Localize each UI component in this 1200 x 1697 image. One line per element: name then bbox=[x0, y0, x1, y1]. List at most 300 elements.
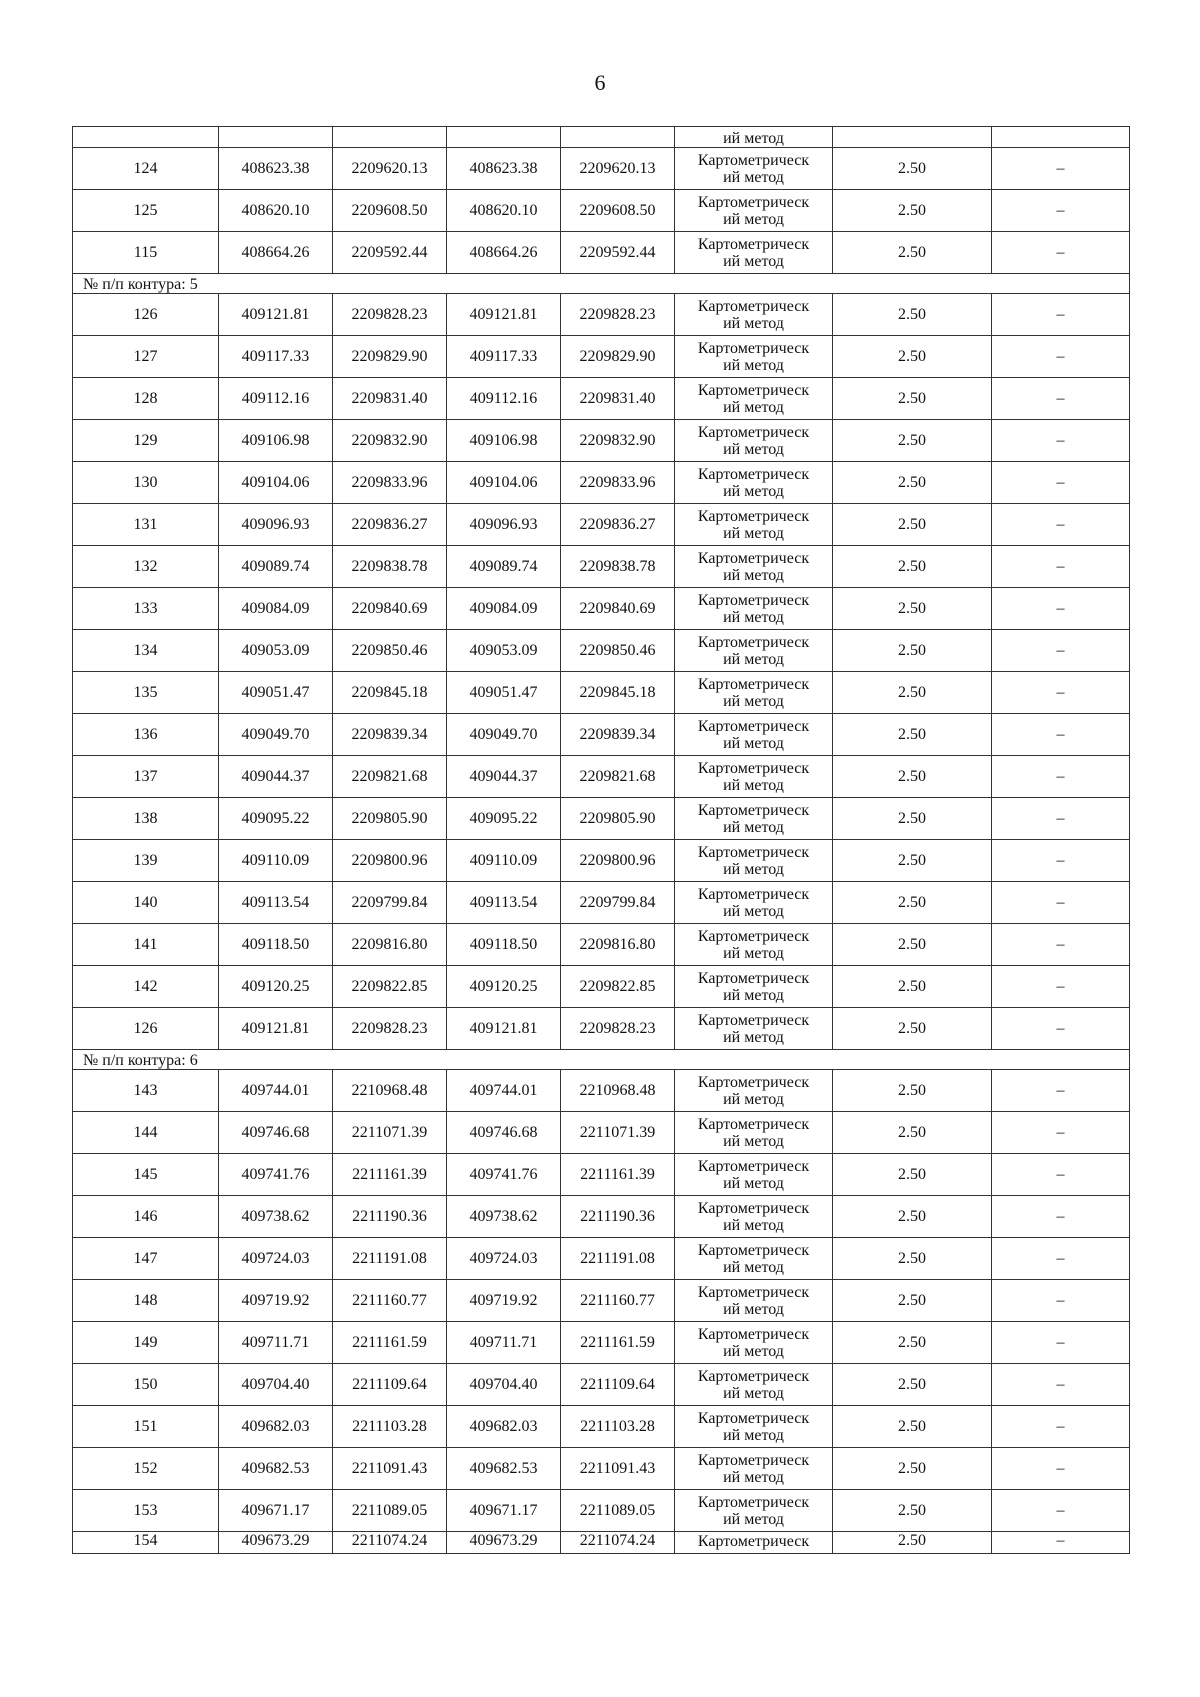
x-new: 409051.47 bbox=[447, 672, 561, 714]
table-row bbox=[73, 1322, 1130, 1364]
method-cell: Картометрическ ий метод bbox=[675, 630, 833, 672]
table-row bbox=[73, 1238, 1130, 1280]
method-cell: Картометрическ ий метод bbox=[675, 546, 833, 588]
table-row bbox=[73, 630, 1130, 672]
point-number: 144 bbox=[73, 1112, 219, 1154]
dash-cell: – bbox=[992, 840, 1130, 882]
table-row bbox=[73, 336, 1130, 378]
dash-cell: – bbox=[992, 672, 1130, 714]
dash-cell: – bbox=[992, 1364, 1130, 1406]
point-number: 141 bbox=[73, 924, 219, 966]
dash-cell: – bbox=[992, 756, 1130, 798]
method-cell bbox=[675, 127, 833, 148]
x-new: 408620.10 bbox=[447, 190, 561, 232]
y-new: 2209838.78 bbox=[561, 546, 675, 588]
method-cell: Картометрическ ий метод bbox=[675, 1070, 833, 1112]
y-new: 2211190.36 bbox=[561, 1196, 675, 1238]
method-cell: Картометрическ ий метод bbox=[675, 882, 833, 924]
x-existing: 409095.22 bbox=[219, 798, 333, 840]
y-new: 2209805.90 bbox=[561, 798, 675, 840]
table-row bbox=[73, 756, 1130, 798]
x-new: 409741.76 bbox=[447, 1154, 561, 1196]
point-number: 145 bbox=[73, 1154, 219, 1196]
x-existing: 408623.38 bbox=[219, 148, 333, 190]
point-number: 146 bbox=[73, 1196, 219, 1238]
method-text: ий метод bbox=[723, 130, 784, 147]
y-existing: 2211091.43 bbox=[333, 1448, 447, 1490]
table-row bbox=[73, 420, 1130, 462]
y-new: 2209620.13 bbox=[561, 148, 675, 190]
x-existing: 409113.54 bbox=[219, 882, 333, 924]
x-new: 409724.03 bbox=[447, 1238, 561, 1280]
accuracy: 2.50 bbox=[833, 672, 992, 714]
y-new: 2209850.46 bbox=[561, 630, 675, 672]
y-existing: 2209800.96 bbox=[333, 840, 447, 882]
dash-cell: – bbox=[992, 1448, 1130, 1490]
x-new: 409120.25 bbox=[447, 966, 561, 1008]
accuracy: 2.50 bbox=[833, 966, 992, 1008]
method-cell: Картометрическ ий метод bbox=[675, 420, 833, 462]
x-existing: 409117.33 bbox=[219, 336, 333, 378]
y-existing: 2209816.80 bbox=[333, 924, 447, 966]
accuracy: 2.50 bbox=[833, 148, 992, 190]
y-new: 2209800.96 bbox=[561, 840, 675, 882]
x-new: 409121.81 bbox=[447, 1008, 561, 1050]
x-new: 409095.22 bbox=[447, 798, 561, 840]
table-row bbox=[73, 1070, 1130, 1112]
accuracy: 2.50 bbox=[833, 232, 992, 274]
accuracy: 2.50 bbox=[833, 1154, 992, 1196]
accuracy: 2.50 bbox=[833, 714, 992, 756]
dash-cell: – bbox=[992, 504, 1130, 546]
x-existing: 409089.74 bbox=[219, 546, 333, 588]
y-new: 2209592.44 bbox=[561, 232, 675, 274]
table-row bbox=[73, 504, 1130, 546]
y-existing: 2211160.77 bbox=[333, 1280, 447, 1322]
y-new: 2210968.48 bbox=[561, 1070, 675, 1112]
y-existing: 2211190.36 bbox=[333, 1196, 447, 1238]
y-existing: 2211089.05 bbox=[333, 1490, 447, 1532]
point-number: 126 bbox=[73, 294, 219, 336]
method-cell: Картометрическ ий метод bbox=[675, 1448, 833, 1490]
method-cell: Картометрическ ий метод bbox=[675, 966, 833, 1008]
x-existing: 409744.01 bbox=[219, 1070, 333, 1112]
table-row bbox=[73, 714, 1130, 756]
y-existing: 2211161.39 bbox=[333, 1154, 447, 1196]
table-row bbox=[73, 1196, 1130, 1238]
accuracy: 2.50 bbox=[833, 420, 992, 462]
contour-header-row bbox=[73, 1050, 1130, 1070]
method-cell: Картометрическ ий метод bbox=[675, 148, 833, 190]
accuracy: 2.50 bbox=[833, 190, 992, 232]
y-new: 2209840.69 bbox=[561, 588, 675, 630]
point-number: 127 bbox=[73, 336, 219, 378]
dash-cell: – bbox=[992, 1406, 1130, 1448]
x-existing: 409746.68 bbox=[219, 1112, 333, 1154]
table-row bbox=[73, 840, 1130, 882]
accuracy: 2.50 bbox=[833, 294, 992, 336]
y-existing: 2211071.39 bbox=[333, 1112, 447, 1154]
table-row bbox=[73, 190, 1130, 232]
x-existing: 408620.10 bbox=[219, 190, 333, 232]
method-cell: Картометрическ ий метод bbox=[675, 190, 833, 232]
x-new: 409113.54 bbox=[447, 882, 561, 924]
y-existing: 2209828.23 bbox=[333, 1008, 447, 1050]
point-number: 149 bbox=[73, 1322, 219, 1364]
method-cell: Картометрическ ий метод bbox=[675, 798, 833, 840]
point-number: 126 bbox=[73, 1008, 219, 1050]
x-new: 409117.33 bbox=[447, 336, 561, 378]
accuracy: 2.50 bbox=[833, 546, 992, 588]
accuracy: 2.50 bbox=[833, 378, 992, 420]
point-number: 131 bbox=[73, 504, 219, 546]
table-row bbox=[73, 1154, 1130, 1196]
method-cell: Картометрическ ий метод bbox=[675, 1322, 833, 1364]
y-new: 2209828.23 bbox=[561, 294, 675, 336]
y-new: 2209845.18 bbox=[561, 672, 675, 714]
x-new: 409682.03 bbox=[447, 1406, 561, 1448]
method-cell: Картометрическ ий метод bbox=[675, 1406, 833, 1448]
x-existing: 409724.03 bbox=[219, 1238, 333, 1280]
method-cell: Картометрическ ий метод bbox=[675, 714, 833, 756]
x-existing: 409121.81 bbox=[219, 1008, 333, 1050]
y-existing: 2209829.90 bbox=[333, 336, 447, 378]
dash-cell: – bbox=[992, 714, 1130, 756]
point-number: 136 bbox=[73, 714, 219, 756]
accuracy: 2.50 bbox=[833, 1280, 992, 1322]
method-cell: Картометрическ ий метод bbox=[675, 1154, 833, 1196]
y-existing: 2209840.69 bbox=[333, 588, 447, 630]
y-existing: 2209608.50 bbox=[333, 190, 447, 232]
contour-label: № п/п контура: 5 bbox=[73, 274, 1130, 294]
x-existing: 409096.93 bbox=[219, 504, 333, 546]
x-new: 409671.17 bbox=[447, 1490, 561, 1532]
point-number: 125 bbox=[73, 190, 219, 232]
x-existing: 409121.81 bbox=[219, 294, 333, 336]
x-existing: 409118.50 bbox=[219, 924, 333, 966]
y-new: 2209832.90 bbox=[561, 420, 675, 462]
table-row bbox=[73, 798, 1130, 840]
table-row bbox=[73, 1448, 1130, 1490]
dash-cell: – bbox=[992, 232, 1130, 274]
x-new: 409112.16 bbox=[447, 378, 561, 420]
y-existing: 2211074.24 bbox=[333, 1532, 447, 1554]
x-existing: 409084.09 bbox=[219, 588, 333, 630]
dash-cell: – bbox=[992, 882, 1130, 924]
x-new: 409049.70 bbox=[447, 714, 561, 756]
dash-cell: – bbox=[992, 336, 1130, 378]
accuracy: 2.50 bbox=[833, 504, 992, 546]
y-new: 2209836.27 bbox=[561, 504, 675, 546]
method-cell: Картометрическ ий метод bbox=[675, 1196, 833, 1238]
accuracy: 2.50 bbox=[833, 588, 992, 630]
x-existing: 409711.71 bbox=[219, 1322, 333, 1364]
table-row bbox=[73, 462, 1130, 504]
y-new: 2211074.24 bbox=[561, 1532, 675, 1554]
point-number: 148 bbox=[73, 1280, 219, 1322]
accuracy: 2.50 bbox=[833, 1448, 992, 1490]
x-new: 409089.74 bbox=[447, 546, 561, 588]
y-existing: 2209592.44 bbox=[333, 232, 447, 274]
table-row bbox=[73, 148, 1130, 190]
x-existing: 409112.16 bbox=[219, 378, 333, 420]
y-existing: 2211161.59 bbox=[333, 1322, 447, 1364]
page-number: 6 bbox=[594, 70, 606, 95]
method-cell: Картометрическ ий метод bbox=[675, 336, 833, 378]
x-existing: 409049.70 bbox=[219, 714, 333, 756]
x-new: 409704.40 bbox=[447, 1364, 561, 1406]
table-row bbox=[73, 924, 1130, 966]
dash-cell: – bbox=[992, 1532, 1130, 1554]
dash-cell: – bbox=[992, 588, 1130, 630]
dash-cell: – bbox=[992, 1196, 1130, 1238]
dash-cell: – bbox=[992, 1322, 1130, 1364]
y-existing: 2209822.85 bbox=[333, 966, 447, 1008]
table-row bbox=[73, 1008, 1130, 1050]
y-existing: 2209839.34 bbox=[333, 714, 447, 756]
dash-cell: – bbox=[992, 462, 1130, 504]
method-cell: Картометрическ ий метод bbox=[675, 462, 833, 504]
x-new: 409673.29 bbox=[447, 1532, 561, 1554]
method-cell: Картометрическ ий метод bbox=[675, 1364, 833, 1406]
accuracy: 2.50 bbox=[833, 1364, 992, 1406]
point-number: 134 bbox=[73, 630, 219, 672]
x-existing: 409053.09 bbox=[219, 630, 333, 672]
x-new: 409110.09 bbox=[447, 840, 561, 882]
x-existing: 409051.47 bbox=[219, 672, 333, 714]
x-new: 409084.09 bbox=[447, 588, 561, 630]
y-existing: 2209836.27 bbox=[333, 504, 447, 546]
method-cell: Картометрическ ий метод bbox=[675, 1112, 833, 1154]
point-number: 139 bbox=[73, 840, 219, 882]
y-existing: 2209620.13 bbox=[333, 148, 447, 190]
method-cell: Картометрическ ий метод bbox=[675, 924, 833, 966]
y-existing: 2210968.48 bbox=[333, 1070, 447, 1112]
dash-cell: – bbox=[992, 966, 1130, 1008]
x-new: 409746.68 bbox=[447, 1112, 561, 1154]
y-new: 2211103.28 bbox=[561, 1406, 675, 1448]
x-new: 409719.92 bbox=[447, 1280, 561, 1322]
accuracy: 2.50 bbox=[833, 1532, 992, 1554]
x-new: 409118.50 bbox=[447, 924, 561, 966]
accuracy: 2.50 bbox=[833, 756, 992, 798]
coordinates-table bbox=[72, 126, 1130, 1554]
x-existing: 408664.26 bbox=[219, 232, 333, 274]
x-existing: 409671.17 bbox=[219, 1490, 333, 1532]
method-cell: Картометрическ ий метод bbox=[675, 504, 833, 546]
y-new: 2209799.84 bbox=[561, 882, 675, 924]
x-new: 409053.09 bbox=[447, 630, 561, 672]
point-number: 132 bbox=[73, 546, 219, 588]
x-existing: 409738.62 bbox=[219, 1196, 333, 1238]
y-existing: 2209831.40 bbox=[333, 378, 447, 420]
y-existing: 2209833.96 bbox=[333, 462, 447, 504]
point-number: 154 bbox=[73, 1532, 219, 1554]
y-new: 2211161.39 bbox=[561, 1154, 675, 1196]
y-existing: 2211109.64 bbox=[333, 1364, 447, 1406]
y-new: 2209833.96 bbox=[561, 462, 675, 504]
y-existing: 2209828.23 bbox=[333, 294, 447, 336]
table-row bbox=[73, 378, 1130, 420]
table-row bbox=[73, 1364, 1130, 1406]
dash-cell: – bbox=[992, 630, 1130, 672]
point-number: 153 bbox=[73, 1490, 219, 1532]
x-existing: 409044.37 bbox=[219, 756, 333, 798]
method-cell: Картометрическ ий метод bbox=[675, 840, 833, 882]
point-number: 133 bbox=[73, 588, 219, 630]
y-new: 2211071.39 bbox=[561, 1112, 675, 1154]
contour-label: № п/п контура: 6 bbox=[73, 1050, 1130, 1070]
x-existing: 409704.40 bbox=[219, 1364, 333, 1406]
point-number: 115 bbox=[73, 232, 219, 274]
accuracy: 2.50 bbox=[833, 882, 992, 924]
table-row bbox=[73, 127, 1130, 148]
table-row bbox=[73, 588, 1130, 630]
y-new: 2211109.64 bbox=[561, 1364, 675, 1406]
y-new: 2211161.59 bbox=[561, 1322, 675, 1364]
x-existing: 409106.98 bbox=[219, 420, 333, 462]
table-row bbox=[73, 294, 1130, 336]
x-new: 408623.38 bbox=[447, 148, 561, 190]
dash-cell: – bbox=[992, 1112, 1130, 1154]
point-number: 124 bbox=[73, 148, 219, 190]
point-number: 135 bbox=[73, 672, 219, 714]
point-number: 130 bbox=[73, 462, 219, 504]
contour-header-row bbox=[73, 274, 1130, 294]
dash-cell: – bbox=[992, 1238, 1130, 1280]
x-new: 409738.62 bbox=[447, 1196, 561, 1238]
y-existing: 2209799.84 bbox=[333, 882, 447, 924]
accuracy: 2.50 bbox=[833, 1322, 992, 1364]
x-existing: 409682.53 bbox=[219, 1448, 333, 1490]
x-new: 408664.26 bbox=[447, 232, 561, 274]
x-existing: 409673.29 bbox=[219, 1532, 333, 1554]
dash-cell: – bbox=[992, 294, 1130, 336]
accuracy: 2.50 bbox=[833, 336, 992, 378]
y-existing: 2209805.90 bbox=[333, 798, 447, 840]
table-row bbox=[73, 1406, 1130, 1448]
method-cell: Картометрическ ий метод bbox=[675, 756, 833, 798]
dash-cell: – bbox=[992, 148, 1130, 190]
x-new: 409106.98 bbox=[447, 420, 561, 462]
y-existing: 2211103.28 bbox=[333, 1406, 447, 1448]
method-cell: Картометрическ ий метод bbox=[675, 588, 833, 630]
y-new: 2209816.80 bbox=[561, 924, 675, 966]
point-number: 143 bbox=[73, 1070, 219, 1112]
y-new: 2209608.50 bbox=[561, 190, 675, 232]
table-row bbox=[73, 882, 1130, 924]
point-number: 128 bbox=[73, 378, 219, 420]
accuracy: 2.50 bbox=[833, 1112, 992, 1154]
x-existing: 409719.92 bbox=[219, 1280, 333, 1322]
table-row bbox=[73, 1532, 1130, 1554]
table-row bbox=[73, 1112, 1130, 1154]
accuracy: 2.50 bbox=[833, 1406, 992, 1448]
point-number: 151 bbox=[73, 1406, 219, 1448]
y-new: 2211160.77 bbox=[561, 1280, 675, 1322]
y-existing: 2211191.08 bbox=[333, 1238, 447, 1280]
accuracy: 2.50 bbox=[833, 630, 992, 672]
dash-cell: – bbox=[992, 798, 1130, 840]
y-new: 2211089.05 bbox=[561, 1490, 675, 1532]
point-number: 142 bbox=[73, 966, 219, 1008]
method-cell: Картометрическ ий метод bbox=[675, 232, 833, 274]
point-number: 150 bbox=[73, 1364, 219, 1406]
y-new: 2209822.85 bbox=[561, 966, 675, 1008]
table-row bbox=[73, 232, 1130, 274]
dash-cell: – bbox=[992, 1008, 1130, 1050]
point-number: 147 bbox=[73, 1238, 219, 1280]
accuracy: 2.50 bbox=[833, 924, 992, 966]
table-row bbox=[73, 966, 1130, 1008]
x-new: 409096.93 bbox=[447, 504, 561, 546]
method-cell: Картометрическ ий метод bbox=[675, 1008, 833, 1050]
x-new: 409711.71 bbox=[447, 1322, 561, 1364]
x-existing: 409741.76 bbox=[219, 1154, 333, 1196]
x-new: 409744.01 bbox=[447, 1070, 561, 1112]
accuracy: 2.50 bbox=[833, 1008, 992, 1050]
y-new: 2211091.43 bbox=[561, 1448, 675, 1490]
method-cell: Картометрическ ий метод bbox=[675, 672, 833, 714]
method-cell: Картометрическ ий метод bbox=[675, 1280, 833, 1322]
y-existing: 2209832.90 bbox=[333, 420, 447, 462]
point-number: 137 bbox=[73, 756, 219, 798]
x-new: 409104.06 bbox=[447, 462, 561, 504]
y-existing: 2209845.18 bbox=[333, 672, 447, 714]
dash-cell: – bbox=[992, 1280, 1130, 1322]
x-new: 409044.37 bbox=[447, 756, 561, 798]
accuracy: 2.50 bbox=[833, 840, 992, 882]
x-new: 409682.53 bbox=[447, 1448, 561, 1490]
x-existing: 409110.09 bbox=[219, 840, 333, 882]
table-row bbox=[73, 546, 1130, 588]
accuracy: 2.50 bbox=[833, 1490, 992, 1532]
table-row bbox=[73, 1280, 1130, 1322]
y-new: 2211191.08 bbox=[561, 1238, 675, 1280]
dash-cell: – bbox=[992, 924, 1130, 966]
accuracy: 2.50 bbox=[833, 798, 992, 840]
table-row bbox=[73, 1490, 1130, 1532]
dash-cell: – bbox=[992, 1070, 1130, 1112]
table-row bbox=[73, 672, 1130, 714]
x-existing: 409682.03 bbox=[219, 1406, 333, 1448]
point-number: 138 bbox=[73, 798, 219, 840]
dash-cell: – bbox=[992, 1490, 1130, 1532]
y-existing: 2209838.78 bbox=[333, 546, 447, 588]
accuracy: 2.50 bbox=[833, 1196, 992, 1238]
point-number: 140 bbox=[73, 882, 219, 924]
y-new: 2209828.23 bbox=[561, 1008, 675, 1050]
method-cell: Картометрическ ий метод bbox=[675, 378, 833, 420]
accuracy: 2.50 bbox=[833, 462, 992, 504]
dash-cell: – bbox=[992, 378, 1130, 420]
dash-cell: – bbox=[992, 546, 1130, 588]
y-new: 2209821.68 bbox=[561, 756, 675, 798]
y-new: 2209829.90 bbox=[561, 336, 675, 378]
x-new: 409121.81 bbox=[447, 294, 561, 336]
method-cell: Картометрическ ий метод bbox=[675, 1238, 833, 1280]
method-cell: Картометрическ ий метод bbox=[675, 294, 833, 336]
y-existing: 2209850.46 bbox=[333, 630, 447, 672]
accuracy: 2.50 bbox=[833, 1070, 992, 1112]
y-existing: 2209821.68 bbox=[333, 756, 447, 798]
point-number: 129 bbox=[73, 420, 219, 462]
dash-cell: – bbox=[992, 1154, 1130, 1196]
dash-cell: – bbox=[992, 190, 1130, 232]
y-new: 2209831.40 bbox=[561, 378, 675, 420]
y-new: 2209839.34 bbox=[561, 714, 675, 756]
dash-cell: – bbox=[992, 420, 1130, 462]
